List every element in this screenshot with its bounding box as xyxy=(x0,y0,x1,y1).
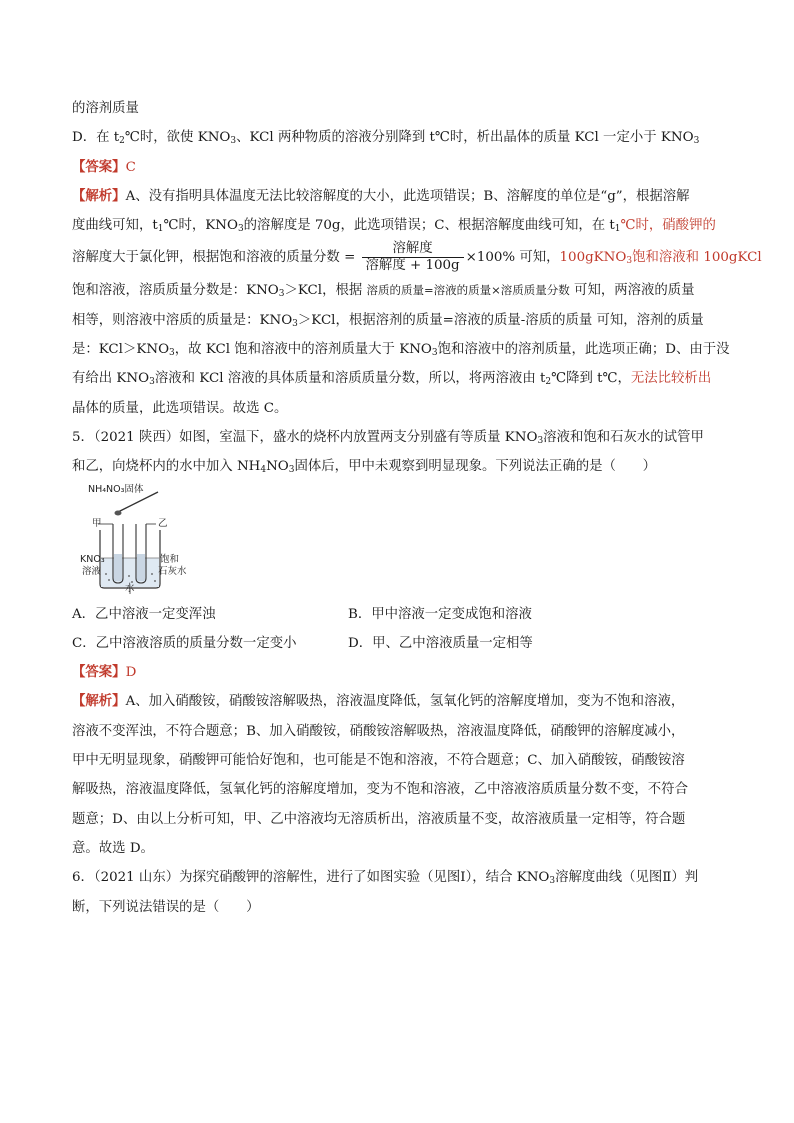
question-5-line xyxy=(72,452,726,481)
option-c: C．乙中溶液溶质的质量分数一定变小 xyxy=(72,635,297,651)
label-saturated: 饱和 xyxy=(160,553,180,565)
subscript: 3 xyxy=(230,136,237,147)
subscript: 3 xyxy=(149,377,155,388)
text: 溶液和饱和石灰水的试管甲 xyxy=(543,429,704,445)
label-kno3: KNO₃ xyxy=(80,553,105,565)
analysis-line xyxy=(72,306,726,335)
highlight-text: 无法比较析出 xyxy=(630,371,712,387)
analysis-line xyxy=(72,805,726,834)
question-6-line xyxy=(72,863,726,892)
analysis-line xyxy=(72,240,762,276)
analysis-line xyxy=(72,335,730,364)
text: 解吸热，溶液温度降低，氢氧化钙的溶解度增加，变为不饱和溶液，乙中溶液溶质质量分数不变，不符合 xyxy=(72,782,688,798)
text: 溶解度曲线（见图Ⅱ）判 xyxy=(555,870,699,886)
subscript: 3 xyxy=(292,318,298,329)
analysis-line xyxy=(72,182,726,211)
subscript: 1 xyxy=(614,224,621,235)
text: 是：KCl＞KNO xyxy=(72,342,170,358)
analysis-line xyxy=(72,394,726,423)
label-nh4no3-solid: NH₄NO₃固体 xyxy=(88,483,144,495)
text: 、KCl 两种物质的溶液分别降到 t℃时，析出晶体的质量 KCl 一定小于 KNO xyxy=(236,130,694,146)
text: 固体后，甲中未观察到明显现象。下列说法正确的是（ ） xyxy=(294,459,657,475)
analysis-line xyxy=(72,717,726,746)
subscript: 2 xyxy=(545,377,552,388)
document-page xyxy=(72,94,762,922)
option-b: B．甲中溶液一定变成饱和溶液 xyxy=(348,606,532,622)
analysis-line xyxy=(72,364,726,393)
subscript: 3 xyxy=(693,136,700,147)
text: ℃时，欲使 KNO xyxy=(124,130,231,146)
label-limewater: 石灰水 xyxy=(158,565,187,577)
text: 的溶解度是 70g，此选项错误；C、根据溶解度曲线可知，在 t xyxy=(243,218,615,234)
analysis-line xyxy=(72,834,726,863)
text: ＞KCl，根据溶剂的质量=溶液的质量-溶质的质量 可知，溶剂的质量 xyxy=(297,312,704,328)
subscript: 2 xyxy=(119,136,125,147)
text: 可知，两溶液的质量 xyxy=(569,283,695,299)
text: 晶体的质量，此选项错误。故选 C。 xyxy=(72,400,288,416)
text: ×100% 可知， xyxy=(465,250,560,266)
text: 题意；D、由以上分析可知，甲、乙中溶液均无溶质析出，溶液质量不变，故溶液质量一定相等，符合题 xyxy=(72,811,686,827)
analysis-label: 【解析】 xyxy=(72,187,126,204)
label-solution: 溶液 xyxy=(82,565,102,577)
options-row xyxy=(72,629,726,658)
text: ℃降到 t℃， xyxy=(551,371,631,387)
text: 溶解度大于氯化钾，根据饱和溶液的质量分数 = xyxy=(72,250,360,266)
text: 的溶剂质量 xyxy=(72,101,139,116)
text: A、加入硝酸铵，硝酸铵溶解吸热，溶液温度降低，氢氧化钙的溶解度增加，变为不饱和溶液， xyxy=(125,694,685,710)
subscript: 3 xyxy=(626,256,633,267)
subscript: 4 xyxy=(260,465,267,476)
text: 意。故选 D。 xyxy=(72,840,154,856)
experiment-figure xyxy=(72,482,726,600)
text: 溶液和 KCl 溶液的具体质量和溶质质量分数，所以，将两溶液由 t xyxy=(154,371,546,387)
analysis-line xyxy=(72,746,726,775)
subscript: 3 xyxy=(278,289,285,300)
option-a: A．乙中溶液一定变浑浊 xyxy=(72,606,216,622)
subscript: 3 xyxy=(288,465,295,476)
analysis-line xyxy=(72,687,726,716)
analysis-line xyxy=(72,775,726,804)
subscript: 3 xyxy=(169,348,175,359)
text: ，故 KCl 饱和溶液中的溶剂质量大于 KNO xyxy=(174,342,432,358)
text: D．在 t xyxy=(72,130,120,146)
text: ℃时，KNO xyxy=(163,218,238,234)
beaker-diagram xyxy=(72,483,192,598)
formula-fraction xyxy=(362,241,464,274)
text: 6．（2021 山东）为探究硝酸钾的溶解性，进行了如图实验（见图Ⅰ），结合 KNO xyxy=(72,870,550,886)
answer-value: C xyxy=(125,159,136,175)
answer-line xyxy=(72,658,726,687)
question-6-line xyxy=(72,893,726,922)
label-water: 水 xyxy=(125,582,135,594)
options-row xyxy=(72,600,726,629)
tube-jia-liquid xyxy=(114,554,122,581)
subscript: 3 xyxy=(237,224,244,235)
option-d: D．甲、乙中溶液质量一定相等 xyxy=(348,635,533,651)
text: NO xyxy=(266,459,289,475)
answer-value: D xyxy=(125,665,137,681)
text: 断，下列说法错误的是（ ） xyxy=(72,899,260,915)
subscript: 1 xyxy=(157,224,164,235)
label-jia: 甲 xyxy=(92,517,102,529)
formula-text: 溶质的质量=溶液的质量×溶质质量分数 xyxy=(366,283,570,298)
analysis-label: 【解析】 xyxy=(72,693,126,710)
spatula-handle xyxy=(118,492,158,512)
text: 度曲线可知，t xyxy=(72,218,158,234)
analysis-line xyxy=(72,211,726,240)
text-line xyxy=(72,94,726,123)
text: 饱和溶液中的溶剂质量，此选项正确；D、由于没 xyxy=(437,342,730,358)
text: 饱和溶液，溶质质量分数是：KNO xyxy=(72,283,279,299)
highlight-text: ℃时，硝酸钾的 xyxy=(620,218,716,234)
text: A、没有指明具体温度无法比较溶解度的大小，此选项错误；B、溶解度的单位是“g”，根据溶解 xyxy=(125,188,690,204)
tube-yi-liquid xyxy=(137,554,145,581)
subscript: 3 xyxy=(537,435,544,446)
highlight-text: 饱和溶液和 100gKCl xyxy=(632,250,762,266)
text: 甲中无明显现象，硝酸钾可能恰好饱和，也可能是不饱和溶液，不符合题意；C、加入硝酸铵，硝酸铵溶 xyxy=(72,753,685,769)
answer-line xyxy=(72,153,726,182)
option-d-line xyxy=(72,123,726,152)
subscript: 3 xyxy=(549,876,556,887)
analysis-line xyxy=(72,276,726,305)
text: 5．（2021 陕西）如图，室温下，盛水的烧杯内放置两支分别盛有等质量 KNO xyxy=(72,429,538,445)
text: 溶液不变浑浊，不符合题意；B、加入硝酸铵，硝酸铵溶解吸热，溶液温度降低，硝酸钾的溶解度减小， xyxy=(72,723,685,739)
text: 有给出 KNO xyxy=(72,371,150,387)
label-yi: 乙 xyxy=(158,517,168,529)
answer-label: 【答案】 xyxy=(72,158,126,175)
text: 和乙，向烧杯内的水中加入 NH xyxy=(72,459,261,475)
answer-label: 【答案】 xyxy=(72,664,126,681)
subscript: 3 xyxy=(431,348,438,359)
text: 相等，则溶液中溶质的质量是：KNO xyxy=(72,312,293,328)
fraction-numerator: 溶解度 xyxy=(362,241,464,258)
text: ＞KCl，根据 xyxy=(284,283,367,299)
spatula-head xyxy=(115,510,122,515)
question-5-line xyxy=(72,423,726,452)
fraction-denominator: 溶解度 + 100g xyxy=(365,258,460,274)
highlight-text: 100gKNO xyxy=(559,250,627,266)
